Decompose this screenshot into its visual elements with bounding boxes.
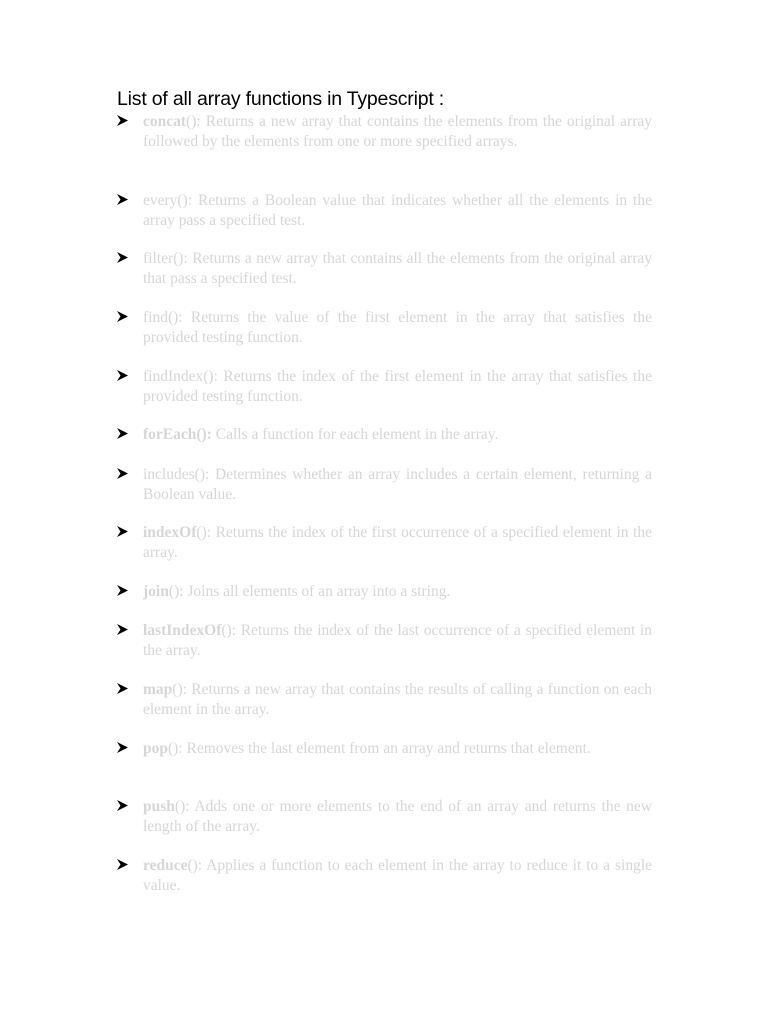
arrowhead-bullet-icon <box>116 251 129 264</box>
list-item-text <box>143 425 652 445</box>
list-item <box>116 425 652 445</box>
arrowhead-bullet-icon <box>116 525 129 538</box>
list-item <box>116 621 652 661</box>
arrowhead-bullet-icon <box>116 369 129 382</box>
function-name: pop(): <box>143 740 183 757</box>
list-item <box>116 112 652 152</box>
list-item-text <box>143 523 652 563</box>
function-name: join(): <box>143 583 184 600</box>
list-item-text <box>143 367 652 407</box>
function-description: Returns a Boolean value that indicates whether all the elements in the array pass a specified test. <box>143 192 652 229</box>
function-description: Adds one or more elements to the end of an array and returns the new length of the array. <box>143 798 652 835</box>
list-item <box>116 465 652 505</box>
list-item-text <box>143 465 652 505</box>
function-name: every(): <box>143 192 193 209</box>
function-description: Returns a new array that contains the results of calling a function on each element in the array. <box>143 681 652 718</box>
list-item-text <box>143 191 652 231</box>
list-item-text <box>143 680 652 720</box>
arrowhead-bullet-icon <box>116 310 129 323</box>
function-name: lastIndexOf(): <box>143 622 237 639</box>
list-item-text <box>143 739 652 759</box>
function-description: Returns the index of the last occurrence of a specified element in the array. <box>143 622 652 659</box>
function-description: Calls a function for each element in the array. <box>211 426 499 443</box>
arrowhead-bullet-icon <box>116 114 129 127</box>
list-item <box>116 523 652 563</box>
list-item <box>116 249 652 289</box>
function-description: Removes the last element from an array and returns that element. <box>182 740 591 757</box>
list-item <box>116 797 652 837</box>
function-description: Returns the index of the first element in the array that satisfies the provided testing function. <box>143 368 652 405</box>
function-name: filter(): <box>143 250 188 267</box>
arrowhead-bullet-icon <box>116 741 129 754</box>
function-description: Returns a new array that contains the elements from the original array followed by the elements from one or more specified arrays. <box>143 113 652 150</box>
function-name: findIndex(): <box>143 368 218 385</box>
arrowhead-bullet-icon <box>116 799 129 812</box>
page-title: List of all array functions in Typescript : <box>117 88 445 110</box>
function-name: find(): <box>143 309 183 326</box>
list-item-text <box>143 856 652 896</box>
function-description: Determines whether an array includes a certain element, returning a Boolean value. <box>143 466 652 503</box>
list-item <box>116 191 652 231</box>
function-name: indexOf(): <box>143 524 212 541</box>
function-name: forEach(): <box>143 426 212 443</box>
list-item <box>116 739 652 759</box>
function-name: map(): <box>143 681 187 698</box>
function-description: Joins all elements of an array into a string. <box>183 583 451 600</box>
function-name: reduce(): <box>143 857 203 874</box>
list-item <box>116 308 652 348</box>
function-name: push(): <box>143 798 190 815</box>
list-item-text <box>143 112 652 152</box>
function-description: Returns the index of the first occurrence of a specified element in the array. <box>143 524 652 561</box>
list-item-text <box>143 249 652 289</box>
list-item-text <box>143 797 652 837</box>
function-description: Applies a function to each element in the array to reduce it to a single value. <box>143 857 652 894</box>
list-item-text <box>143 621 652 661</box>
function-name: concat(): <box>143 113 201 130</box>
arrowhead-bullet-icon <box>116 467 129 480</box>
arrowhead-bullet-icon <box>116 623 129 636</box>
list-item-text <box>143 582 652 602</box>
list-item <box>116 582 652 602</box>
arrowhead-bullet-icon <box>116 193 129 206</box>
list-item <box>116 367 652 407</box>
function-description: Returns the value of the first element in the array that satisfies the provided testing function. <box>143 309 652 346</box>
function-description: Returns a new array that contains all the elements from the original array that pass a specified test. <box>143 250 652 287</box>
list-item <box>116 856 652 896</box>
arrowhead-bullet-icon <box>116 682 129 695</box>
list-item <box>116 680 652 720</box>
arrowhead-bullet-icon <box>116 584 129 597</box>
function-name: includes(): <box>143 466 210 483</box>
arrowhead-bullet-icon <box>116 858 129 871</box>
list-item-text <box>143 308 652 348</box>
arrowhead-bullet-icon <box>116 427 129 440</box>
